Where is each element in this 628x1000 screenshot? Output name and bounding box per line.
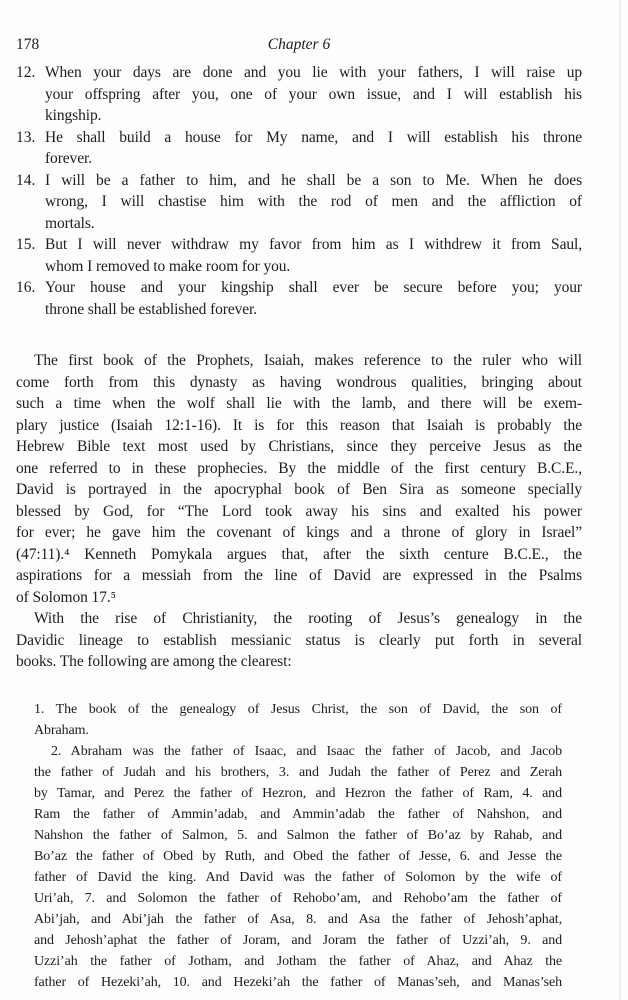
excerpt-line: 1. The book of the genealogy of Jesus Christ, the son of David, the son of (34, 701, 562, 717)
excerpt-line: Abraham. (34, 722, 89, 738)
verse-text (45, 234, 582, 277)
excerpt-line: Uri’ah, 7. and Solomon the father of Rehobo’am, and Rehobo’am the father of (34, 890, 562, 906)
excerpt-line: by Tamar, and Perez the father of Hezron, and Hezron the father of Ram, 4. and (34, 785, 562, 801)
verse-line: Your house and your kingship shall ever be secure before you; your (45, 279, 582, 296)
paragraph-line: David is portrayed in the apocryphal book of Ben Sira as someone specially (16, 481, 582, 498)
paragraph-line: plary justice (Isaiah 12:1-16). It is for this reason that Isaiah is probably the (16, 416, 582, 434)
verse-item (16, 127, 582, 170)
verse-text (45, 170, 582, 235)
scan-artifact-line (619, 0, 621, 1000)
verse-line: wrong, I will chastise him with the rod of men and the affliction of (45, 193, 582, 210)
verse-number: 12. (16, 64, 36, 81)
excerpt-line: the father of Judah and his brothers, 3. and Judah the father of Perez and Zerah (34, 764, 562, 780)
paragraph-line: (47:11).⁴ Kenneth Pomykala argues that, after the sixth centure B.C.E., the (16, 545, 582, 563)
page-number: 178 (16, 36, 40, 53)
verse-text (45, 277, 582, 320)
excerpt-line: 2. Abraham was the father of Isaac, and Isaac the father of Jacob, and Jacob (51, 743, 562, 759)
paragraph-line: one referred to in these prophecies. By the middle of the first century B.C.E., (16, 459, 582, 477)
body-paragraph (16, 350, 582, 608)
paragraph-line: come forth from this dynasty as having wondrous qualities, bringing about (16, 373, 582, 391)
excerpt-paragraph (34, 699, 562, 741)
verse-item (16, 277, 582, 320)
paragraph-line: for ever; he gave him the covenant of kings and a throne of glory in Israel” (16, 524, 582, 541)
paragraph-line: Hebrew Bible text most used by Christians, since they perceive Jesus as the (16, 438, 582, 455)
verse-number: 16. (16, 279, 36, 296)
verse-line: kingship. (45, 107, 102, 124)
excerpt-line: father of David the king. And David was the father of Solomon by the wife of (34, 869, 562, 885)
verse-line: throne shall be established forever. (45, 300, 258, 318)
paragraph-line: Davidic lineage to establish messianic status is clearly put forth in several (16, 631, 582, 649)
page-content (16, 62, 582, 993)
paragraph-line: The first book of the Prophets, Isaiah, makes reference to the ruler who will (34, 352, 582, 369)
verse-item (16, 234, 582, 277)
excerpt-line: Bo’az the father of Obed by Ruth, and Obed the father of Jesse, 6. and Jesse the (34, 848, 562, 864)
verse-item (16, 170, 582, 235)
verse-number: 15. (16, 236, 36, 253)
body-paragraphs (16, 350, 582, 673)
verse-number: 14. (16, 171, 36, 189)
paragraph-line: books. The following are among the clearest: (16, 653, 292, 670)
verse-text (45, 62, 582, 127)
paragraph-line: aspirations for a messiah from the line of David are expressed in the Psalms (16, 567, 582, 584)
verse-text (45, 127, 582, 170)
excerpt-line: and Jehosh’aphat the father of Joram, and Joram the father of Uzzi’ah, 9. and (34, 932, 562, 948)
verse-number: 13. (16, 128, 36, 146)
verse-line: your offspring after you, one of your own issue, and I will establish his (45, 85, 582, 103)
verse-line: mortals. (45, 214, 95, 232)
excerpt-line: father of Hezeki’ah, 10. and Hezeki’ah the father of Manas’seh, and Manas’seh (34, 974, 562, 990)
paragraph-line: such a time when the wolf shall lie with the lamb, and there will be exem- (16, 395, 582, 412)
page-header (16, 34, 582, 56)
verse-line: forever. (45, 150, 92, 167)
body-paragraph (16, 608, 582, 673)
verse-line: But I will never withdraw my favor from him as I withdrew it from Saul, (45, 236, 582, 253)
chapter-title: Chapter 6 (267, 36, 331, 53)
excerpt-line: Ram the father of Ammin’adab, and Ammin’adab the father of Nahshon, and (34, 806, 562, 822)
excerpt-line: Uzzi’ah the father of Jotham, and Jotham the father of Ahaz, and Ahaz the (34, 953, 562, 969)
paragraph-line: blessed by God, for “The Lord took away his sins and exalted his power (16, 502, 582, 520)
verse-item (16, 62, 582, 127)
genealogy-excerpt (34, 699, 562, 993)
excerpt-line: Abi’jah, and Abi’jah the father of Asa, 8. and Asa the father of Jehosh’aphat, (34, 911, 562, 927)
verse-line: He shall build a house for My name, and I will establish his throne (45, 128, 582, 146)
paragraph-line: of Solomon 17.⁵ (16, 588, 116, 606)
verse-line: When your days are done and you lie with your fathers, I will raise up (45, 64, 582, 81)
excerpt-line: Nahshon the father of Salmon, 5. and Salmon the father of Bo’az by Rahab, and (34, 827, 562, 843)
paragraph-line: With the rise of Christianity, the rooting of Jesus’s genealogy in the (34, 610, 582, 627)
excerpt-paragraph (34, 741, 562, 993)
verse-line: I will be a father to him, and he shall be a son to Me. When he does (45, 171, 582, 189)
verse-line: whom I removed to make room for you. (45, 257, 291, 275)
verse-list (16, 62, 582, 320)
